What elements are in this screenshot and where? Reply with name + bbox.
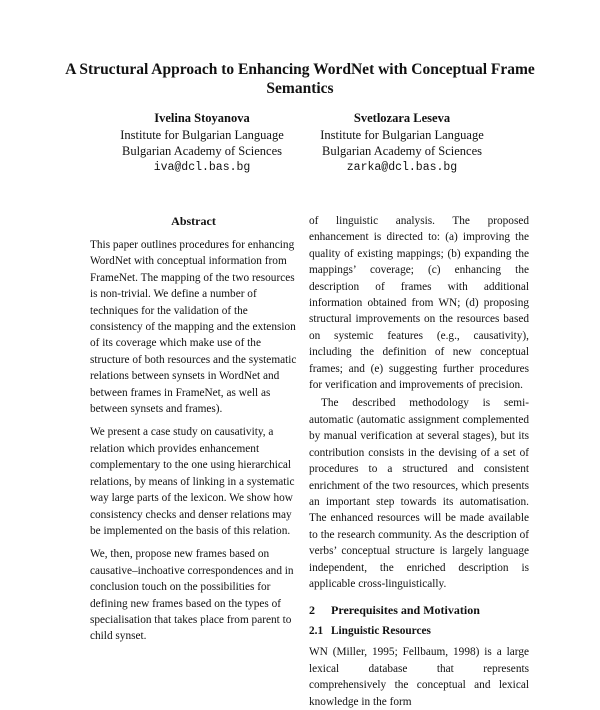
- intro-paragraph: The described methodology is semi-automatic (automatic assignment complemented by manual verification at several stages), but its contribution consists in the devising of a set of procedures to a structured and consistent enrichment of the two resources, which presents an important step towards its automatisation. The enhanced resources will be made available to the research community. As the description of verbs’ conceptual structure is largely language independent, the enriched description is applicable cross-linguistically.: [309, 397, 529, 590]
- subsection-heading: [309, 623, 529, 639]
- author-academy: Bulgarian Academy of Sciences: [321, 144, 483, 158]
- subsection-number: 2.1: [309, 625, 324, 638]
- author-name: Ivelina Stoyanova: [154, 111, 250, 125]
- subsection-title: Linguistic Resources: [331, 625, 431, 638]
- abstract-paragraph: We present a case study on causativity, a relation which provides enhancement complementary to the one using hierarchical relations, by means of linking in a systematic way large parts of the lexicon. We show how consistency checks and denser relations may be implemented on the basis of this relation.: [90, 426, 295, 537]
- abstract-paragraph: This paper outlines procedures for enhancing WordNet with conceptual information from FrameNet. The mapping of the two resources is non-trivial. We define a number of techniques for the validation of the consistency of the mapping and the extension of its coverage which make use of the structure of both resources and the systematic relations between synsets in WordNet and between frames in FrameNet, as well as between synsets and frames).: [90, 239, 297, 416]
- abstract-paragraph: We, then, propose new frames based on causative–inchoative correspondences and in conclusion touch on the possibilities for defining new frames based on the types of specialisation that takes place from parent to child synset.: [90, 548, 294, 643]
- paper-title: A Structural Approach to Enhancing WordNet with Conceptual Frame Semantics: [65, 61, 535, 97]
- section-number: 2: [309, 603, 315, 618]
- section-heading: [309, 602, 529, 618]
- author-block-2: [292, 110, 512, 176]
- author-institute: Institute for Bulgarian Language: [320, 127, 484, 142]
- intro-paragraph: of linguistic analysis. The proposed enhancement is directed to: (a) improving the quality of existing mappings; (b) expanding the mappings’ coverage; (c) enhancing the description of frames with additional information obtained from WN; (d) proposing structural improvements on the resources based on systemic features (e.g., causativity), including the definition of new conceptual frames; and (e) suggesting further procedures for verification and improvements of precision.: [309, 215, 529, 392]
- right-column: [309, 213, 529, 710]
- author-email: iva@dcl.bas.bg: [153, 160, 251, 174]
- author-email: zarka@dcl.bas.bg: [346, 160, 458, 174]
- author-block-1: [92, 110, 312, 176]
- author-name: Svetlozara Leseva: [353, 111, 451, 125]
- left-column: [90, 213, 297, 652]
- abstract-heading: Abstract: [171, 214, 216, 228]
- section-paragraph: WN (Miller, 1995; Fellbaum, 1998) is a large lexical database that represents comprehensively the conceptual and lexical knowledge in the form: [309, 646, 529, 708]
- author-academy: Bulgarian Academy of Sciences: [121, 144, 283, 158]
- author-institute: Institute for Bulgarian Language: [120, 127, 284, 142]
- section-title: Prerequisites and Motivation: [331, 603, 480, 618]
